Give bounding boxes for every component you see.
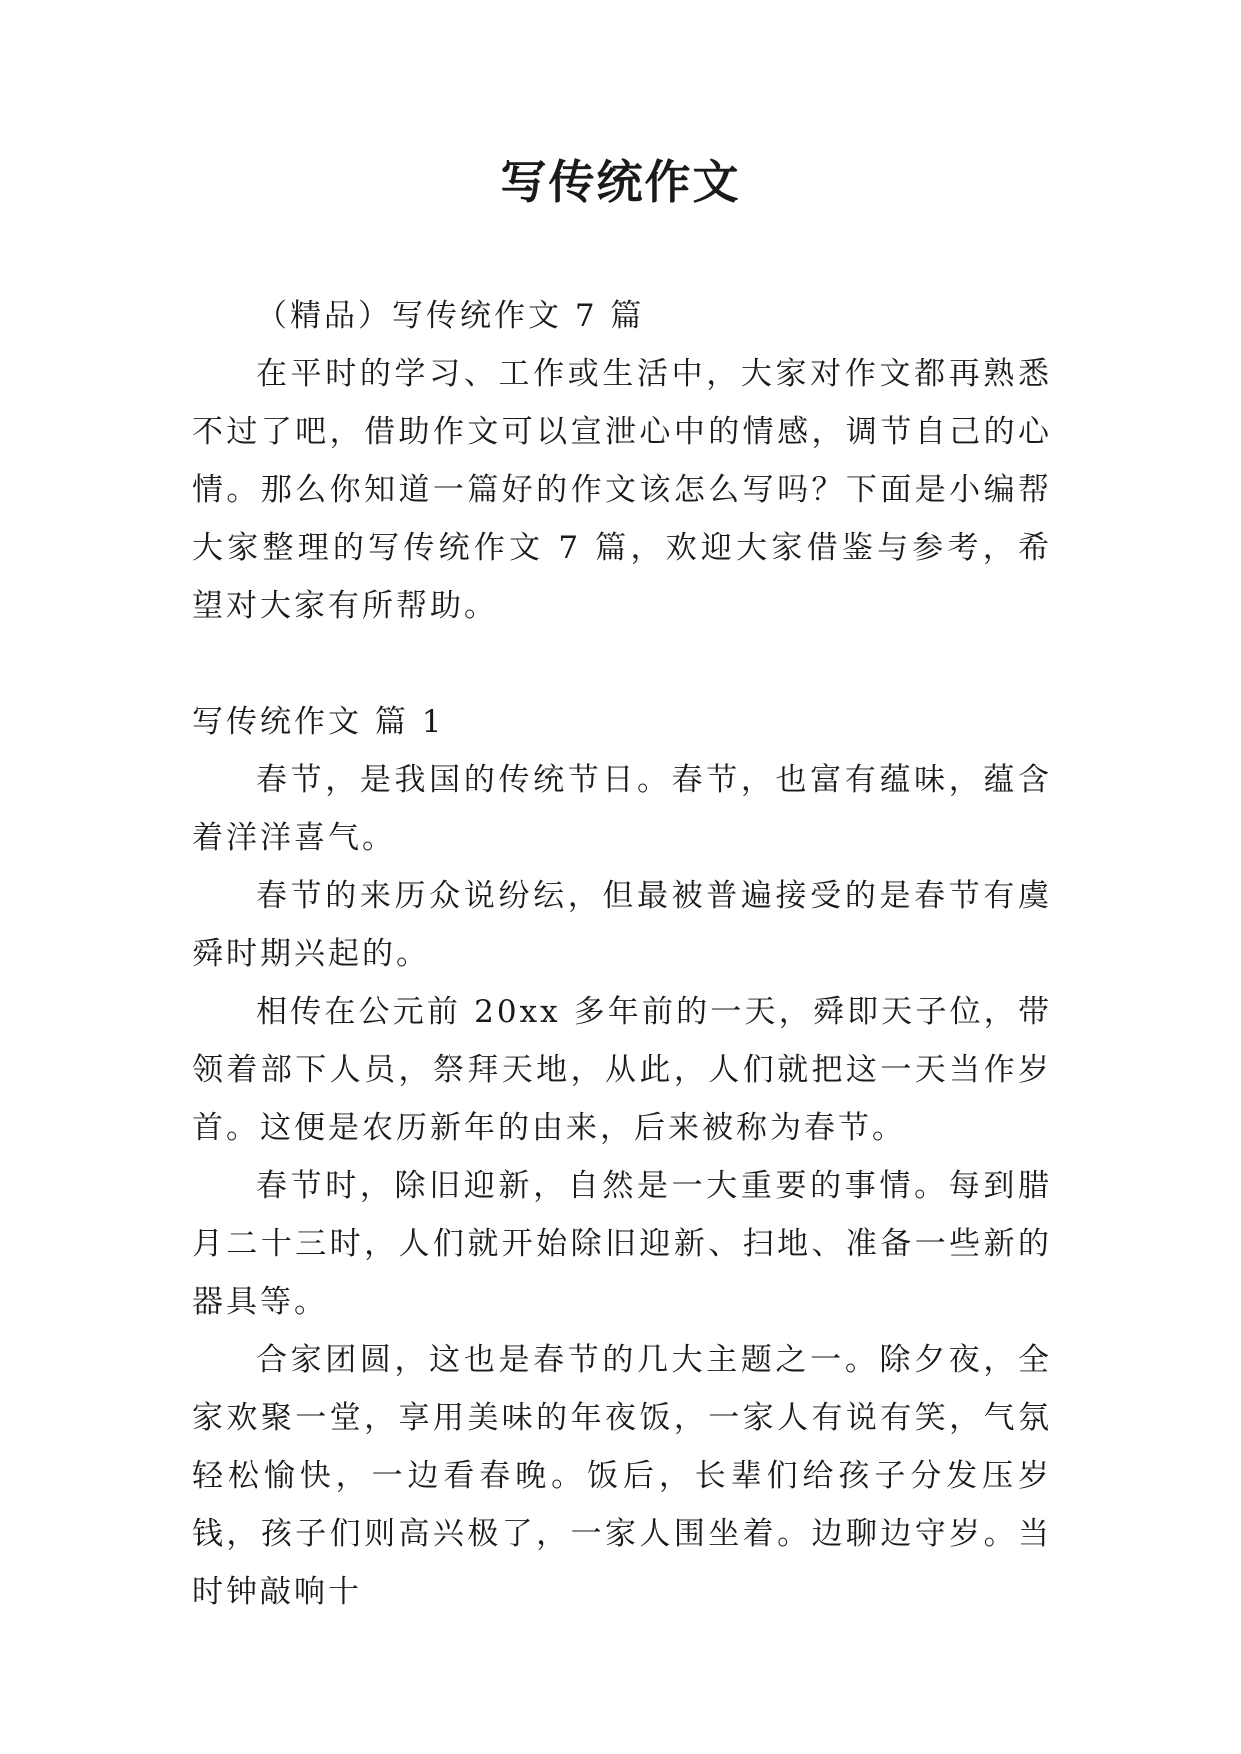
document-subtitle: （精品）写传统作文 7 篇 <box>256 298 645 334</box>
document-title: 写传统作文 <box>500 155 741 209</box>
body-paragraph: 春节的来历众说纷纭，但最被普遍接受的是春节有虞舜时期兴起的。 <box>192 878 1052 972</box>
section-heading: 写传统作文 篇 1 <box>192 704 445 740</box>
body-paragraph: 春节，是我国的传统节日。春节，也富有蕴味，蕴含着洋洋喜气。 <box>192 762 1052 856</box>
body-paragraph: 相传在公元前 20xx 多年前的一天，舜即天子位，带领着部下人员，祭拜天地，从此，人们就把这一天当作岁首。这便是农历新年的由来，后来被称为春节。 <box>192 994 1052 1146</box>
document-body <box>192 287 1052 1621</box>
body-paragraph: 春节时，除旧迎新，自然是一大重要的事情。每到腊月二十三时，人们就开始除旧迎新、扫地、准备一些新的器具等。 <box>192 1168 1052 1320</box>
intro-paragraph: 在平时的学习、工作或生活中，大家对作文都再熟悉不过了吧，借助作文可以宣泄心中的情感，调节自己的心情。那么你知道一篇好的作文该怎么写吗？下面是小编帮大家整理的写传统作文 7 篇，欢迎大家借鉴与参考，希望对大家有所帮助。 <box>192 356 1052 624</box>
body-paragraph: 合家团圆，这也是春节的几大主题之一。除夕夜，全家欢聚一堂，享用美味的年夜饭，一家人有说有笑，气氛轻松愉快，一边看春晚。饭后，长辈们给孩子分发压岁钱，孩子们则高兴极了，一家人围坐着。边聊边守岁。当时钟敲响十 <box>192 1342 1052 1610</box>
